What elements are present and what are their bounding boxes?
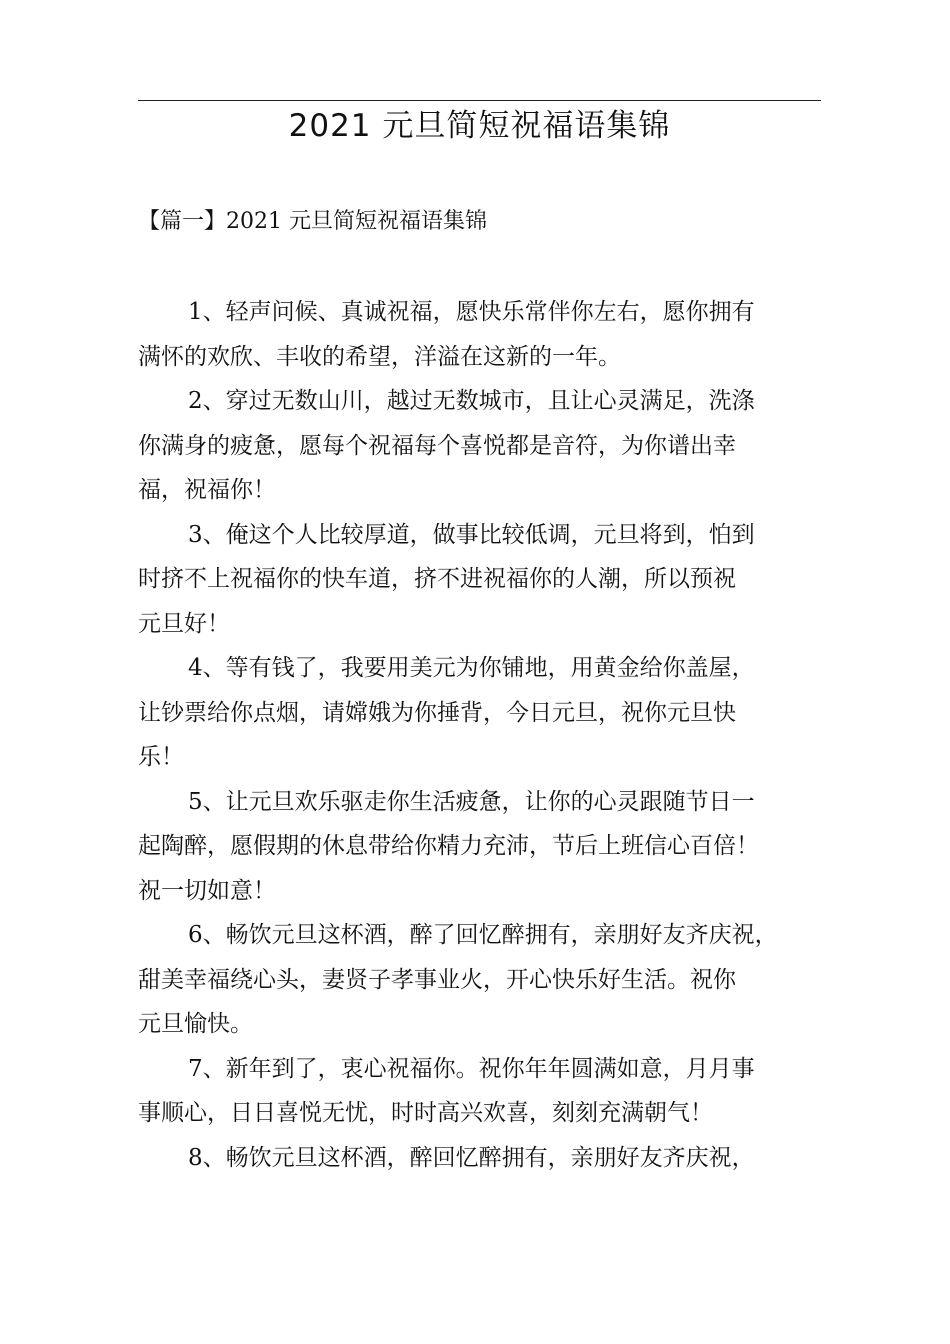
paragraph-line: 事顺心，日日喜悦无忧，时时高兴欢喜，刻刻充满朝气！ [138, 1100, 713, 1126]
paragraph-6 [138, 913, 828, 1047]
section-heading: 【篇一】2021 元旦简短祝福语集锦 [138, 209, 487, 234]
paragraph-line: 元旦好！ [138, 610, 230, 637]
paragraph-line: 让钞票给你点烟，请嫦娥为你捶背，今日元旦，祝你元旦快 [138, 699, 736, 726]
paragraph-line: 4、等有钱了，我要用美元为你铺地，用黄金给你盖屋， [188, 655, 755, 681]
paragraph-7 [138, 1047, 828, 1136]
paragraph-8 [138, 1136, 828, 1181]
paragraph-line: 福，祝福你！ [138, 477, 276, 503]
paragraph-line: 你满身的疲惫，愿每个祝福每个喜悦都是音符，为你谱出幸 [138, 432, 736, 459]
paragraph-line: 满怀的欢欣、丰收的希望，洋溢在这新的一年。 [138, 343, 621, 370]
paragraph-line: 5、让元旦欢乐驱走你生活疲惫，让你的心灵跟随节日一 [188, 788, 755, 815]
paragraph-line: 起陶醉，愿假期的休息带给你精力充沛，节后上班信心百倍！ [138, 833, 759, 859]
paragraph-1 [138, 290, 828, 379]
paragraph-line: 8、畅饮元旦这杯酒，醉回忆醉拥有，亲朋好友齐庆祝， [188, 1144, 755, 1171]
header-rule [138, 100, 821, 101]
paragraph-line: 甜美幸福绕心头，妻贤子孝事业火，开心快乐好生活。祝你 [138, 966, 736, 993]
paragraph-line: 时挤不上祝福你的快车道，挤不进祝福你的人潮，所以预祝 [138, 566, 736, 592]
paragraph-2 [138, 379, 828, 513]
paragraph-line: 乐！ [138, 744, 184, 770]
paragraph-4 [138, 646, 828, 780]
paragraph-5 [138, 780, 828, 914]
paragraph-line: 7、新年到了，衷心祝福你。祝你年年圆满如意，月月事 [188, 1055, 755, 1082]
paragraph-3 [138, 513, 828, 647]
paragraph-line: 3、俺这个人比较厚道，做事比较低调，元旦将到，怕到 [188, 521, 755, 548]
paragraph-line: 元旦愉快。 [138, 1011, 253, 1037]
paragraph-line: 祝一切如意！ [138, 877, 276, 904]
body-text [138, 290, 828, 1180]
paragraph-line: 2、穿过无数山川，越过无数城市，且让心灵满足，洗涤 [188, 388, 755, 414]
paragraph-line: 6、畅饮元旦这杯酒，醉了回忆醉拥有，亲朋好友齐庆祝， [188, 922, 778, 948]
paragraph-line: 1、轻声问候、真诚祝福，愿快乐常伴你左右，愿你拥有 [188, 299, 755, 325]
document-title: 2021 元旦简短祝福语集锦 [288, 108, 671, 144]
